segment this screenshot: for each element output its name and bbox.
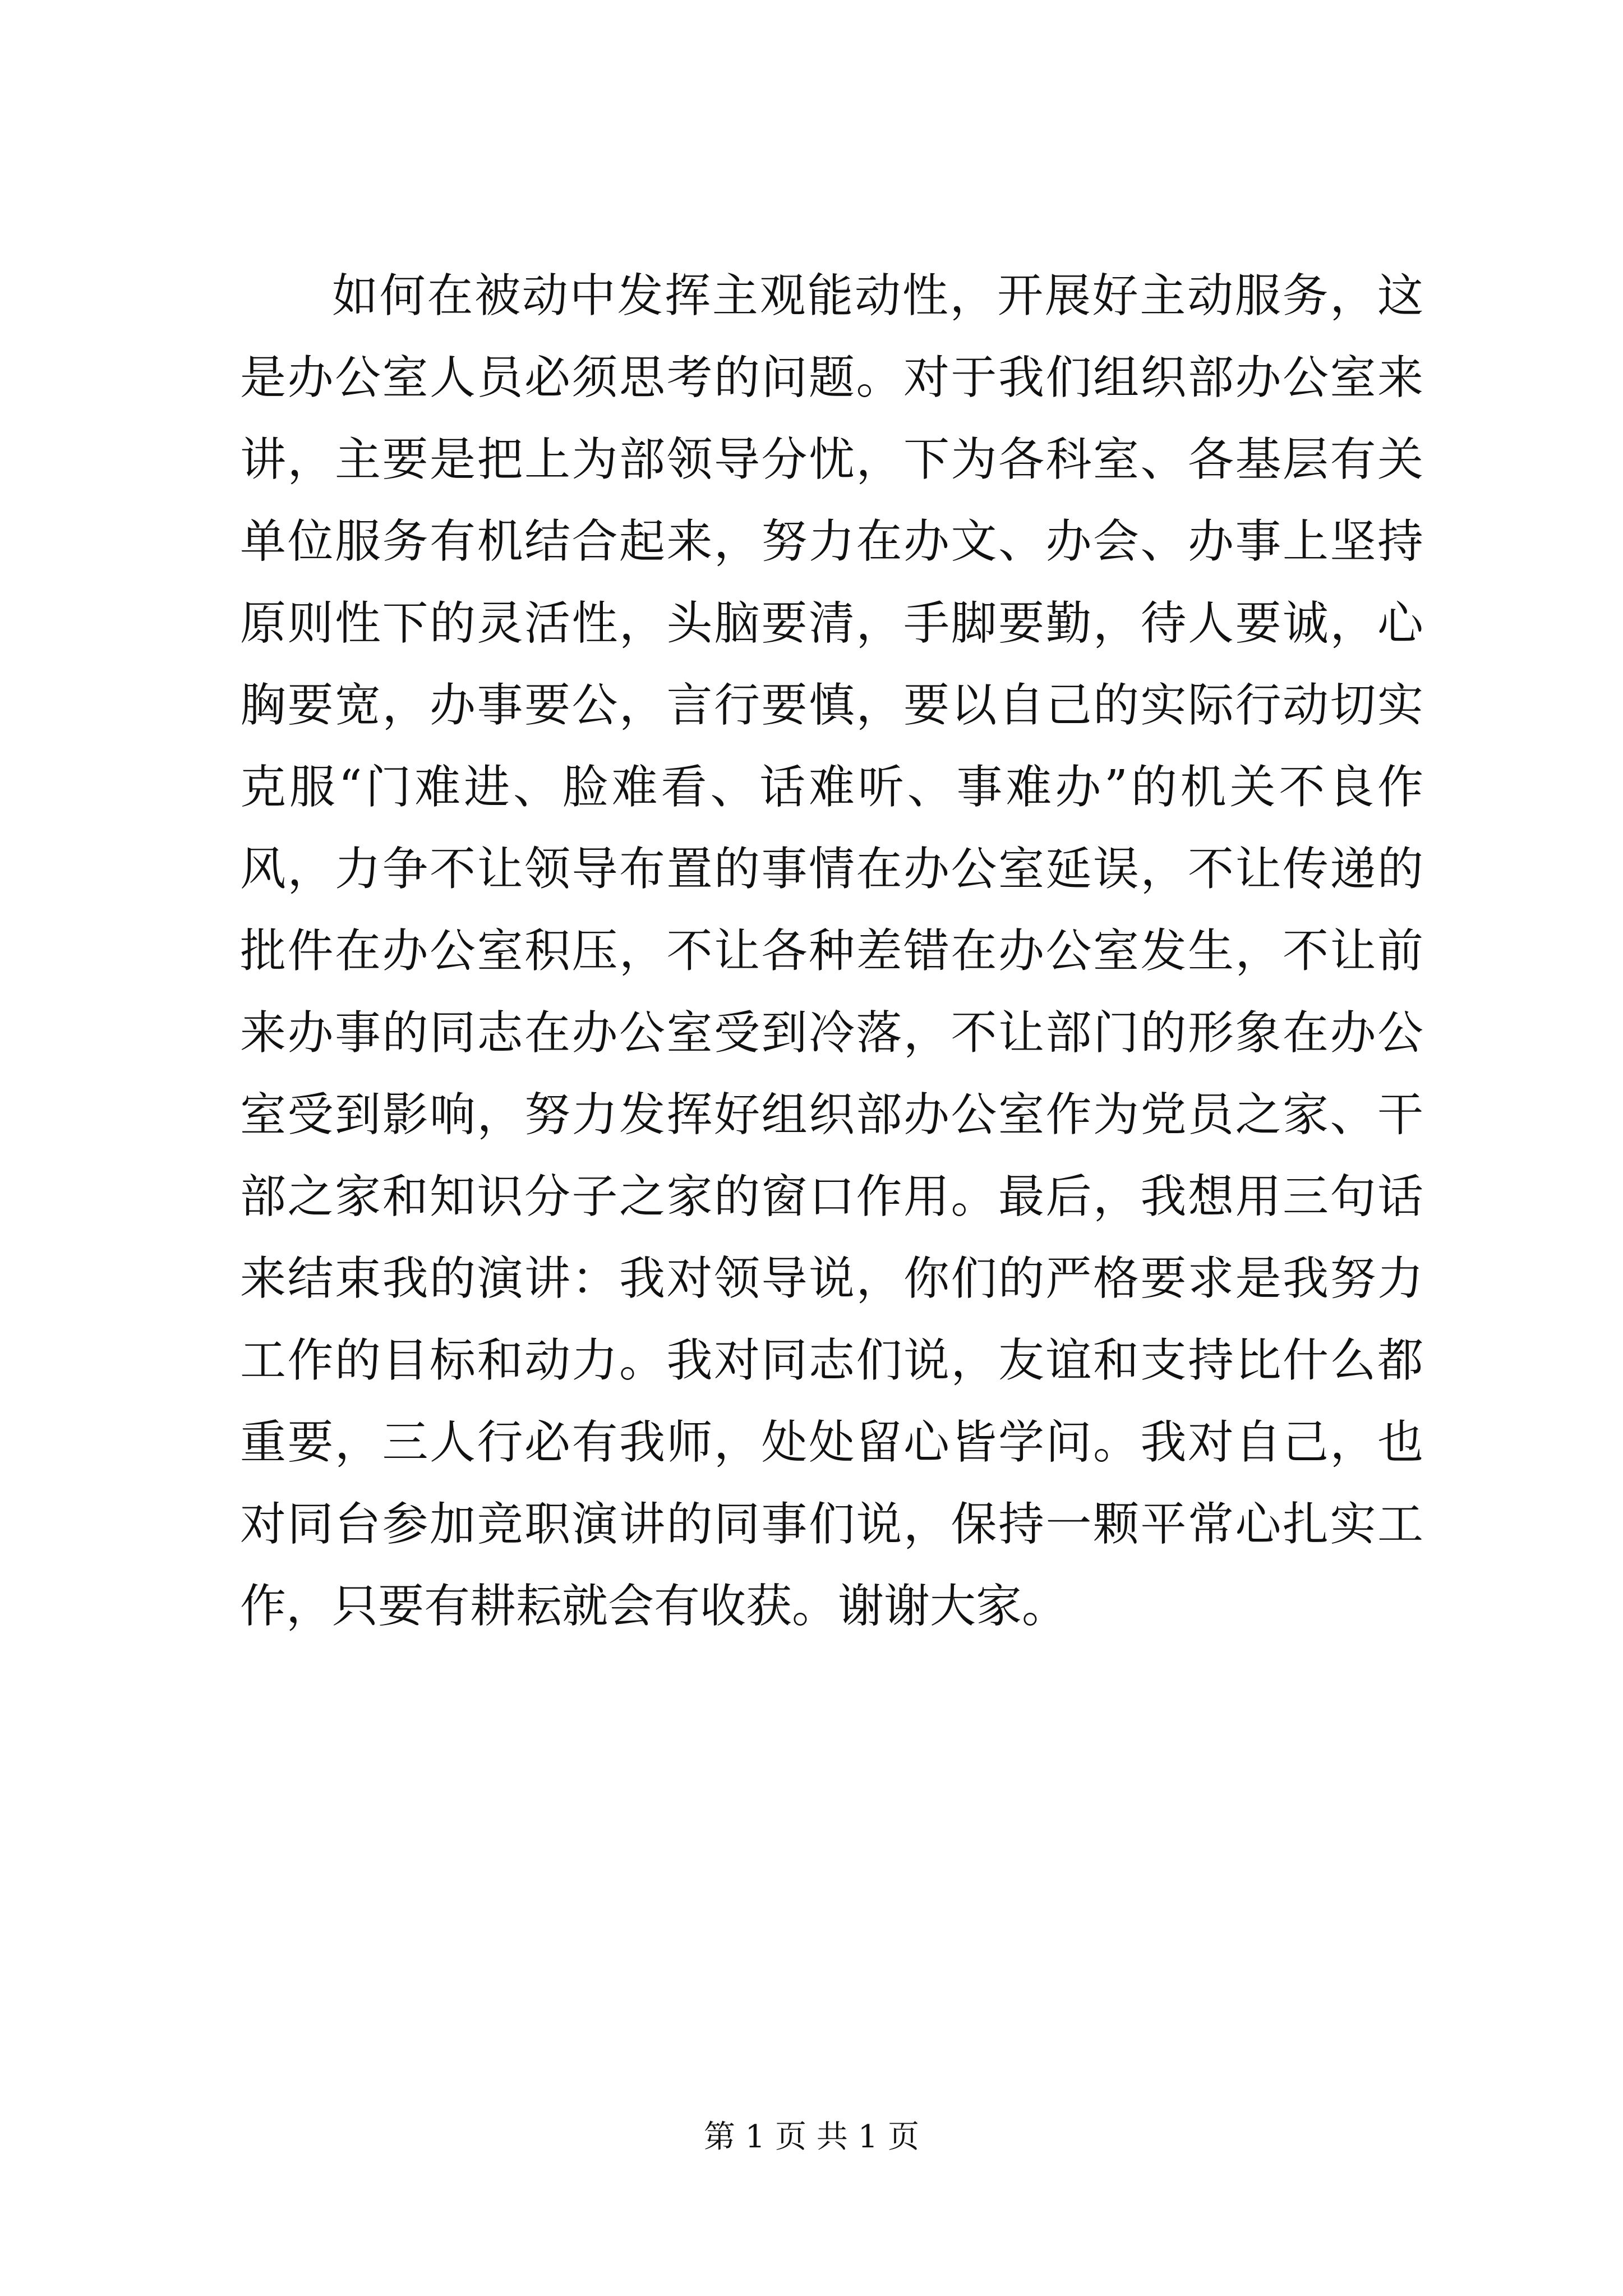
page-number-footer: 第 1 页 共 1 页	[703, 2119, 920, 2155]
body-paragraph: 如何在被动中发挥主观能动性，开展好主动服务，这是办公室人员必须思考的问题。对于我们组织部办公室来讲，主要是把上为部领导分忧，下为各科室、各基层有关单位服务有机结合起来，努力在办文、办会、办事上坚持原则性下的灵活性，头脑要清，手脚要勤，待人要诚，心胸要宽，办事要公，言行要慎，要以自己的实际行动切实克服“门难进、脸难看、话难听、事难办”的机关不良作风，力争不让领导布置的事情在办公室延误，不让传递的批件在办公室积压，不让各种差错在办公室发生，不让前来办事的同志在办公室受到冷落，不让部门的形象在办公室受到影响，努力发挥好组织部办公室作为党员之家、干部之家和知识分子之家的窗口作用。最后，我想用三句话来结束我的演讲：我对领导说，你们的严格要求是我努力工作的目标和动力。我对同志们说，友谊和支持比什么都重要，三人行必有我师，处处留心皆学问。我对自己，也对同台参加竞职演讲的同事们说，保持一颗平常心扎实工作，只要有耕耘就会有收获。谢谢大家。	[240, 269, 1423, 1633]
